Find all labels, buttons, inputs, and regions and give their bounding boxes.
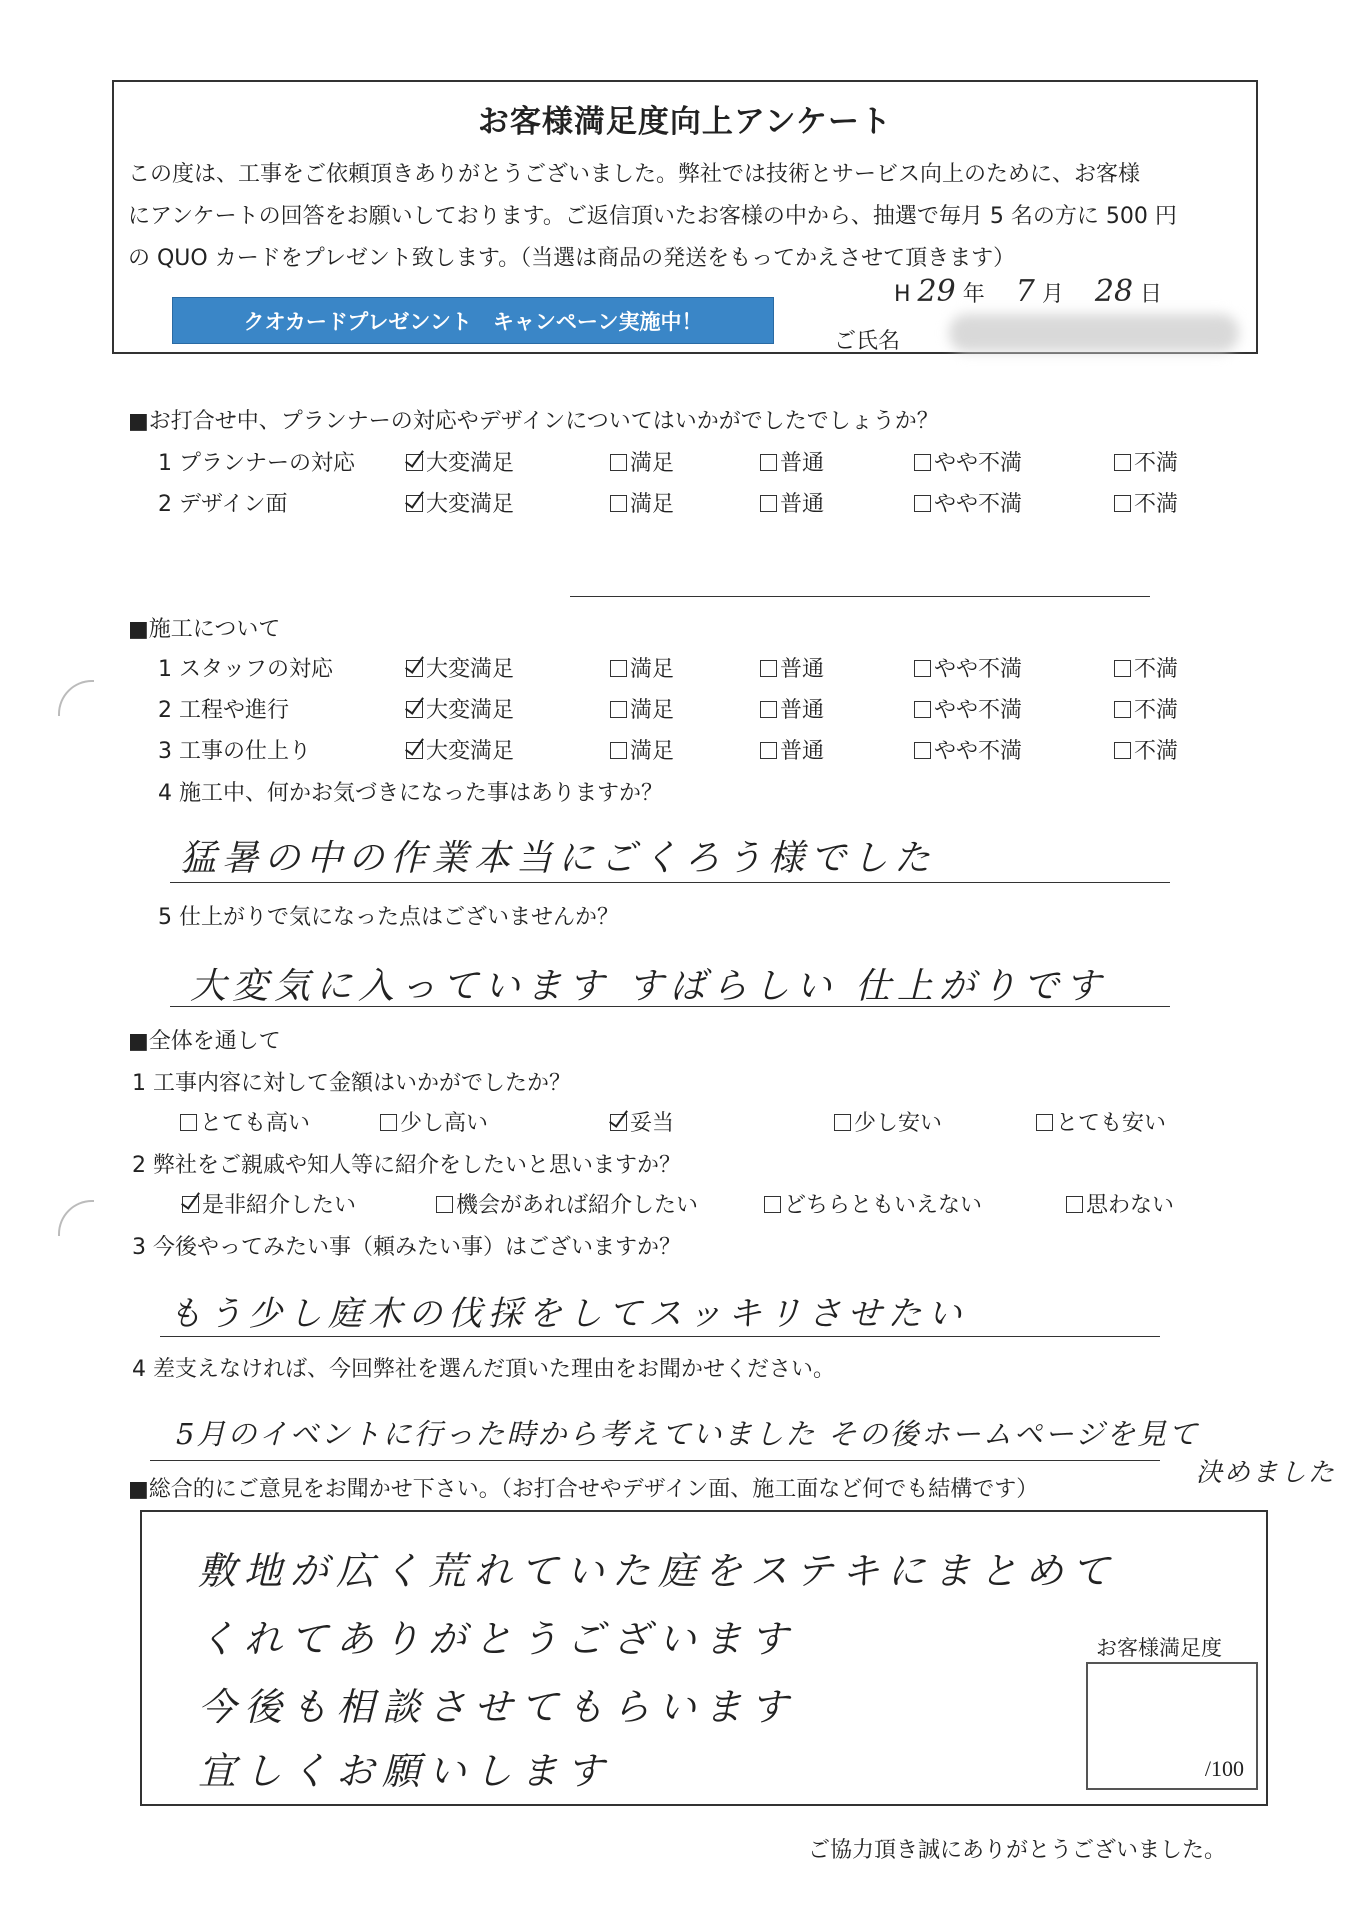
rating-option[interactable]	[760, 487, 824, 518]
option-label: 普通	[780, 451, 825, 476]
checkbox-icon[interactable]	[180, 1114, 197, 1131]
rating-option[interactable]	[760, 652, 824, 683]
rating-option[interactable]	[1114, 487, 1178, 518]
checkbox-icon[interactable]	[610, 454, 627, 471]
option-label: 不満	[1134, 492, 1179, 517]
checkbox-icon[interactable]	[760, 660, 777, 677]
option-label: 満足	[630, 739, 675, 764]
construction-question-5: 5 仕上がりで気になった点はございませんか？	[158, 905, 619, 930]
rating-option[interactable]	[610, 693, 674, 724]
option-label: 大変満足	[426, 492, 515, 517]
section2-heading: ■施工について	[128, 617, 281, 642]
overall-question-4: 4 差支えなければ、今回弊社を選んだ頂いた理由をお聞かせください。	[132, 1357, 835, 1382]
checkbox-checked-icon[interactable]	[406, 495, 423, 512]
punch-hole-mark	[58, 680, 94, 716]
overall-answer-3: もう少し庭木の伐採をしてスッキリさせたい	[168, 1294, 968, 1334]
checkbox-icon[interactable]	[1114, 701, 1131, 718]
option-label: やや不満	[934, 698, 1023, 723]
intro-line: にアンケートの回答をお願いしております。ご返信頂いたお客様の中から、抽選で毎月 5 名の方に 500 円	[128, 204, 1177, 229]
option-label: 普通	[780, 739, 825, 764]
option-label: 少し高い	[400, 1111, 489, 1136]
date-month: 7	[1015, 274, 1035, 309]
comment-line: 宜しくお願いします	[198, 1749, 613, 1793]
option-label: 不満	[1134, 698, 1179, 723]
rating-option[interactable]	[914, 652, 1022, 683]
checkbox-icon[interactable]	[1114, 660, 1131, 677]
overall-answer-4-line1: 5月のイベントに行った時から考えていました その後ホームページを見て	[176, 1417, 1200, 1451]
intro-text	[128, 154, 1240, 280]
question-label: 2 工程や進行	[158, 698, 289, 723]
question-label: 1 スタッフの対応	[158, 657, 333, 682]
date-year-unit: 年	[962, 282, 985, 307]
rating-option[interactable]	[406, 446, 514, 477]
question-label: 3 工事の仕上り	[158, 739, 311, 764]
survey-title: お客様満足度向上アンケート	[477, 104, 893, 140]
option-label: 普通	[780, 492, 825, 517]
intro-line: この度は、工事をご依頼頂きありがとうございました。弊社では技術とサービス向上のために、お客様	[128, 162, 1141, 187]
rating-option[interactable]	[610, 734, 674, 765]
overall-question-3: 3 今後やってみたい事（頼みたい事）はございますか？	[132, 1235, 681, 1260]
option-label: 満足	[630, 657, 675, 682]
checkbox-icon[interactable]	[610, 701, 627, 718]
checkbox-checked-icon[interactable]	[406, 742, 423, 759]
checkbox-icon[interactable]	[1066, 1196, 1083, 1213]
rating-option[interactable]	[760, 693, 824, 724]
comment-line: 敷地が広く荒れていた庭をステキにまとめて	[198, 1549, 1118, 1593]
satisfaction-score-box	[1086, 1662, 1258, 1790]
rating-option[interactable]	[610, 446, 674, 477]
option-label: 妥当	[630, 1111, 675, 1136]
thanks-note: ご協力頂き誠にありがとうございました。	[808, 1838, 1227, 1863]
rating-option[interactable]	[1114, 652, 1178, 683]
rating-option[interactable]	[610, 487, 674, 518]
answer-line	[160, 1336, 1160, 1337]
section1-heading: ■お打合せ中、プランナーの対応やデザインについてはいかがでしたでしょうか？	[128, 409, 939, 434]
question-label: 1 プランナーの対応	[158, 451, 355, 476]
intro-line: の QUO カードをプレゼント致します。（当選は商品の発送をもってかえさせて頂きます）	[128, 246, 1016, 271]
price-option[interactable]	[1036, 1106, 1166, 1137]
checkbox-checked-icon[interactable]	[406, 660, 423, 677]
divider	[570, 596, 1150, 597]
checkbox-checked-icon[interactable]	[182, 1196, 199, 1213]
name-redacted	[949, 314, 1239, 352]
score-unit: /100	[1204, 1756, 1244, 1781]
referral-option[interactable]	[1066, 1188, 1174, 1219]
referral-option[interactable]	[764, 1188, 982, 1219]
option-label: やや不満	[934, 492, 1023, 517]
option-label: 思わない	[1086, 1193, 1175, 1218]
checkbox-icon[interactable]	[1036, 1114, 1053, 1131]
checkbox-icon[interactable]	[834, 1114, 851, 1131]
option-label: 是非紹介したい	[202, 1193, 357, 1218]
option-label: 普通	[780, 657, 825, 682]
question-label: 2 デザイン面	[158, 492, 288, 517]
referral-option[interactable]	[182, 1188, 356, 1219]
overall-question-1: 1 工事内容に対して金額はいかがでしたか？	[132, 1071, 571, 1096]
checkbox-icon[interactable]	[760, 701, 777, 718]
answer-line	[170, 1006, 1170, 1007]
checkbox-checked-icon[interactable]	[406, 701, 423, 718]
referral-option[interactable]	[436, 1188, 698, 1219]
rating-option[interactable]	[1114, 693, 1178, 724]
rating-option[interactable]	[1114, 446, 1178, 477]
option-label: 大変満足	[426, 698, 515, 723]
option-label: とても高い	[200, 1111, 311, 1136]
option-label: 大変満足	[426, 451, 515, 476]
checkbox-checked-icon[interactable]	[406, 454, 423, 471]
construction-answer-4: 猛暑の中の作業本当にごくろう様でした	[180, 838, 937, 879]
option-label: どちらともいえない	[784, 1193, 983, 1218]
checkbox-icon[interactable]	[914, 454, 931, 471]
checkbox-icon[interactable]	[436, 1196, 453, 1213]
rating-option[interactable]	[914, 487, 1022, 518]
name-label: ご氏名	[834, 329, 901, 354]
checkbox-icon[interactable]	[914, 742, 931, 759]
option-label: 少し安い	[854, 1111, 943, 1136]
comment-line: 今後も相談させてもらいます	[198, 1685, 797, 1729]
overall-question-2: 2 弊社をご親戚や知人等に紹介をしたいと思いますか？	[132, 1153, 681, 1178]
option-label: 機会があれば紹介したい	[456, 1193, 699, 1218]
checkbox-icon[interactable]	[760, 495, 777, 512]
option-label: 不満	[1134, 451, 1179, 476]
rating-option[interactable]	[610, 652, 674, 683]
section3-heading: ■全体を通して	[128, 1029, 281, 1054]
option-label: 大変満足	[426, 657, 515, 682]
checkbox-icon[interactable]	[914, 495, 931, 512]
rating-option[interactable]	[406, 693, 514, 724]
checkbox-icon[interactable]	[610, 742, 627, 759]
date-line	[894, 274, 1162, 309]
rating-option[interactable]	[406, 652, 514, 683]
rating-option[interactable]	[760, 734, 824, 765]
checkbox-icon[interactable]	[760, 454, 777, 471]
option-label: やや不満	[934, 451, 1023, 476]
option-label: 満足	[630, 451, 675, 476]
date-era: H	[894, 282, 911, 307]
option-label: やや不満	[934, 739, 1023, 764]
option-label: やや不満	[934, 657, 1023, 682]
construction-question-4: 4 施工中、何かお気づきになった事はありますか？	[158, 781, 663, 806]
rating-option[interactable]	[914, 734, 1022, 765]
price-option[interactable]	[180, 1106, 310, 1137]
checkbox-icon[interactable]	[1114, 454, 1131, 471]
date-day-unit: 日	[1140, 282, 1163, 307]
date-month-unit: 月	[1041, 282, 1064, 307]
punch-hole-mark	[58, 1200, 94, 1236]
option-label: 不満	[1134, 739, 1179, 764]
date-day: 28	[1094, 274, 1134, 309]
price-option[interactable]	[834, 1106, 942, 1137]
rating-option[interactable]	[914, 446, 1022, 477]
checkbox-icon[interactable]	[914, 660, 931, 677]
checkbox-icon[interactable]	[760, 742, 777, 759]
answer-line	[170, 882, 1170, 883]
checkbox-icon[interactable]	[1114, 495, 1131, 512]
checkbox-checked-icon[interactable]	[610, 1114, 627, 1131]
option-label: 満足	[630, 698, 675, 723]
rating-option[interactable]	[406, 487, 514, 518]
satisfaction-score-label: お客様満足度	[1096, 1636, 1222, 1660]
checkbox-icon[interactable]	[764, 1196, 781, 1213]
overall-answer-4-line2: 決めました	[1196, 1458, 1337, 1488]
comment-line: くれてありがとうございます	[198, 1617, 797, 1661]
checkbox-icon[interactable]	[610, 660, 627, 677]
rating-option[interactable]	[914, 693, 1022, 724]
campaign-banner: クオカードプレゼンント キャンペーン実施中！	[172, 297, 774, 344]
option-label: 不満	[1134, 657, 1179, 682]
rating-option[interactable]	[1114, 734, 1178, 765]
header-box	[112, 80, 1258, 354]
date-year: 29	[917, 274, 956, 309]
option-label: 普通	[780, 698, 825, 723]
rating-option[interactable]	[760, 446, 824, 477]
rating-option[interactable]	[406, 734, 514, 765]
option-label: 満足	[630, 492, 675, 517]
overall-heading: ■総合的にご意見をお聞かせ下さい。（お打合せやデザイン面、施工面など何でも結構です）	[128, 1477, 1039, 1502]
price-option[interactable]	[380, 1106, 488, 1137]
checkbox-icon[interactable]	[610, 495, 627, 512]
checkbox-icon[interactable]	[1114, 742, 1131, 759]
answer-line	[150, 1460, 1160, 1461]
construction-answer-5: 大変気に入っています すばらしい 仕上がりです	[190, 966, 1107, 1007]
checkbox-icon[interactable]	[380, 1114, 397, 1131]
option-label: 大変満足	[426, 739, 515, 764]
price-option[interactable]	[610, 1106, 674, 1137]
option-label: とても安い	[1056, 1111, 1167, 1136]
checkbox-icon[interactable]	[914, 701, 931, 718]
